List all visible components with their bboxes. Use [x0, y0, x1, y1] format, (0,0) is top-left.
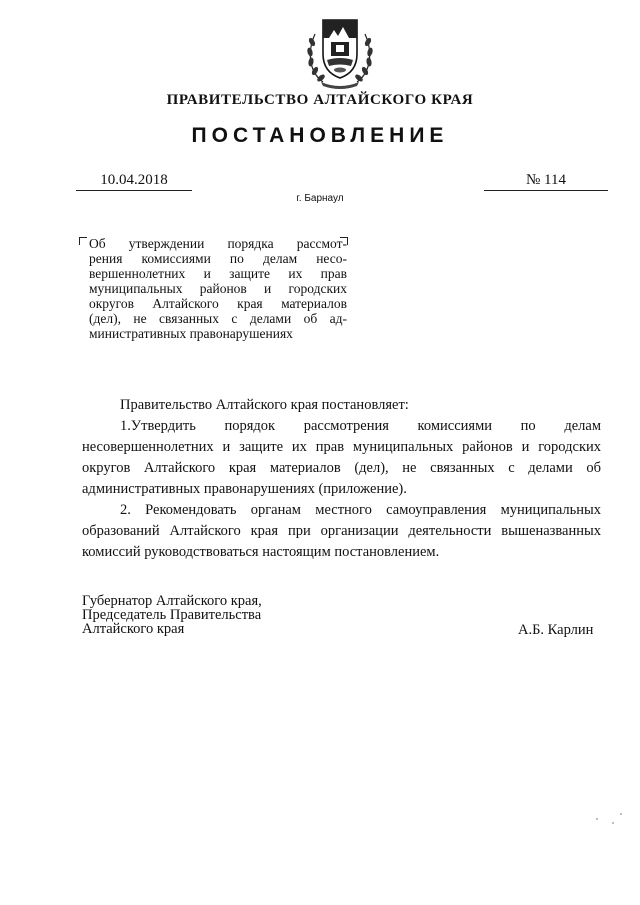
- body-paragraph-1: 1.Утвердить порядок рассмотрения комиссиями по делам несовершеннолетних и защите их прав муниципальных районов и городских округов Алтайского края материалов (дел), не связанных с делами об административных правонарушениях (приложение).: [82, 418, 601, 497]
- document-type-title: ПОСТАНОВЛЕНИЕ: [191, 124, 449, 147]
- body-paragraph-2: 2. Рекомендовать органам местного самоуправления муниципальных образований Алтайского края при организации деятельности вышеназванных комиссий руководствоваться настоящим постановлением.: [82, 502, 601, 560]
- coat-of-arms-icon: [303, 12, 377, 92]
- subject-line: рения комиссиями по делам несо-: [89, 251, 347, 266]
- scan-speck: [620, 813, 622, 815]
- signatory-title: [82, 594, 262, 636]
- subject-line: муниципальных районов и городских: [89, 281, 347, 296]
- signatory-title-line: Алтайского края: [82, 621, 185, 637]
- document-date: 10.04.2018: [76, 172, 192, 191]
- signatory-title-line: Председатель Правительства: [82, 607, 262, 623]
- subject-line: округов Алтайского края материалов: [89, 296, 347, 311]
- scan-speck: [596, 818, 598, 820]
- subject-line: министративных правонарушениях: [89, 326, 293, 341]
- signatory-title-line: Губернатор Алтайского края,: [82, 593, 262, 609]
- subject-block: [89, 236, 347, 341]
- body-paragraph-intro: Правительство Алтайского края постановляет:: [120, 397, 409, 413]
- subject-line: вершеннолетних и защите их прав: [89, 266, 347, 281]
- organization-title: ПРАВИТЕЛЬСТВО АЛТАЙСКОГО КРАЯ: [166, 92, 474, 108]
- signatory-name: А.Б. Карлин: [518, 622, 594, 638]
- subject-bracket-left-icon: [79, 237, 87, 245]
- subject-line: (дел), не связанных с делами об ад-: [89, 311, 347, 326]
- scan-speck: [612, 822, 614, 824]
- subject-line: Об утверждении порядка рассмот-: [89, 236, 347, 251]
- document-city: г. Барнаул: [296, 193, 344, 204]
- document-body: [82, 395, 601, 563]
- document-number: № 114: [484, 172, 608, 191]
